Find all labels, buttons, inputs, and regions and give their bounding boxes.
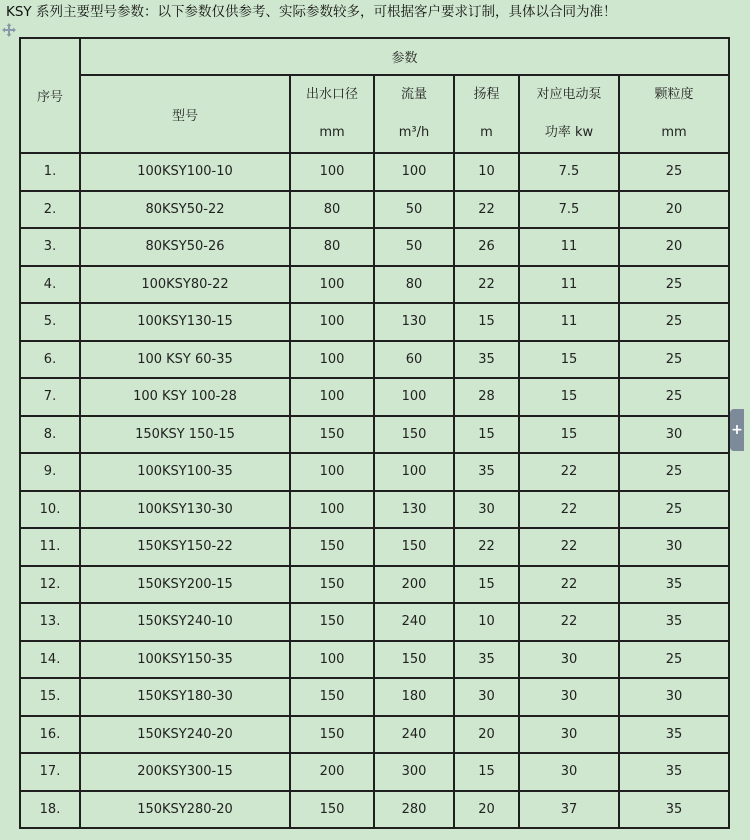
- cell-outlet: 100: [290, 303, 374, 341]
- cell-flow: 150: [374, 528, 454, 566]
- table-move-handle-icon[interactable]: [2, 22, 16, 36]
- cell-particle: 35: [619, 603, 729, 641]
- header-head-label: 扬程: [473, 87, 500, 102]
- table-row: [20, 341, 729, 379]
- cell-power: 30: [519, 753, 619, 791]
- cell-flow: 240: [374, 716, 454, 754]
- table-row: [20, 303, 729, 341]
- table-row: [20, 491, 729, 529]
- cell-particle: 30: [619, 528, 729, 566]
- table-row: [20, 716, 729, 754]
- cell-model: 100 KSY 100-28: [80, 378, 290, 416]
- cell-flow: 80: [374, 266, 454, 304]
- cell-model: 150KSY240-20: [80, 716, 290, 754]
- cell-model: 80KSY50-26: [80, 228, 290, 266]
- cell-outlet: 150: [290, 566, 374, 604]
- cell-outlet: 150: [290, 791, 374, 829]
- cell-power: 22: [519, 528, 619, 566]
- cell-outlet: 100: [290, 453, 374, 491]
- cell-outlet: 150: [290, 416, 374, 454]
- header-particle-unit: mm: [661, 125, 687, 140]
- table-row: [20, 416, 729, 454]
- side-expand-tab[interactable]: [730, 409, 744, 451]
- cell-head: 20: [454, 716, 519, 754]
- header-group-params: 参数: [80, 38, 729, 75]
- plus-icon: +: [731, 422, 743, 438]
- cell-head: 26: [454, 228, 519, 266]
- cell-model: 100KSY100-10: [80, 153, 290, 191]
- cell-seq: 11.: [20, 528, 80, 566]
- cell-model: 150KSY150-22: [80, 528, 290, 566]
- cell-outlet: 150: [290, 528, 374, 566]
- table-row: [20, 153, 729, 191]
- cell-seq: 18.: [20, 791, 80, 829]
- cell-particle: 20: [619, 191, 729, 229]
- cell-outlet: 100: [290, 641, 374, 679]
- cell-flow: 150: [374, 416, 454, 454]
- cell-outlet: 200: [290, 753, 374, 791]
- cell-particle: 25: [619, 153, 729, 191]
- cell-seq: 4.: [20, 266, 80, 304]
- cell-seq: 12.: [20, 566, 80, 604]
- cell-seq: 5.: [20, 303, 80, 341]
- cell-flow: 180: [374, 678, 454, 716]
- cell-power: 11: [519, 266, 619, 304]
- cell-model: 100KSY100-35: [80, 453, 290, 491]
- cell-particle: 20: [619, 228, 729, 266]
- cell-particle: 25: [619, 491, 729, 529]
- header-power: [519, 75, 619, 153]
- header-outlet-unit: mm: [319, 125, 345, 140]
- cell-power: 15: [519, 378, 619, 416]
- table-row: [20, 603, 729, 641]
- cell-particle: 30: [619, 416, 729, 454]
- cell-seq: 6.: [20, 341, 80, 379]
- cell-seq: 16.: [20, 716, 80, 754]
- cell-power: 30: [519, 678, 619, 716]
- cell-flow: 150: [374, 641, 454, 679]
- cell-flow: 130: [374, 303, 454, 341]
- parameter-table: [19, 37, 730, 829]
- cell-model: 80KSY50-22: [80, 191, 290, 229]
- header-flow: [374, 75, 454, 153]
- cell-seq: 8.: [20, 416, 80, 454]
- header-particle: [619, 75, 729, 153]
- cell-flow: 60: [374, 341, 454, 379]
- cell-power: 11: [519, 228, 619, 266]
- cell-particle: 30: [619, 678, 729, 716]
- header-outlet: [290, 75, 374, 153]
- cell-outlet: 100: [290, 153, 374, 191]
- table-row: [20, 791, 729, 829]
- cell-head: 22: [454, 266, 519, 304]
- cell-head: 20: [454, 791, 519, 829]
- cell-head: 15: [454, 303, 519, 341]
- cell-model: 100KSY130-15: [80, 303, 290, 341]
- table-row: [20, 378, 729, 416]
- cell-head: 22: [454, 528, 519, 566]
- cell-outlet: 100: [290, 341, 374, 379]
- cell-power: 30: [519, 641, 619, 679]
- header-particle-label: 颗粒度: [654, 87, 694, 102]
- cell-model: 150KSY 150-15: [80, 416, 290, 454]
- cell-head: 35: [454, 453, 519, 491]
- cell-model: 100 KSY 60-35: [80, 341, 290, 379]
- cell-particle: 25: [619, 266, 729, 304]
- cell-flow: 100: [374, 453, 454, 491]
- header-power-unit: 功率 kw: [544, 125, 594, 140]
- cell-head: 30: [454, 678, 519, 716]
- cell-model: 150KSY200-15: [80, 566, 290, 604]
- table-row: [20, 678, 729, 716]
- page-title: KSY 系列主要型号参数：以下参数仅供参考、实际参数较多，可根据客户要求订制，具体以合同为准！: [6, 4, 617, 20]
- cell-outlet: 80: [290, 228, 374, 266]
- cell-outlet: 150: [290, 603, 374, 641]
- cell-seq: 14.: [20, 641, 80, 679]
- cell-power: 22: [519, 491, 619, 529]
- cell-seq: 2.: [20, 191, 80, 229]
- cell-seq: 9.: [20, 453, 80, 491]
- cell-particle: 25: [619, 453, 729, 491]
- cell-outlet: 100: [290, 266, 374, 304]
- cell-model: 100KSY80-22: [80, 266, 290, 304]
- cell-seq: 1.: [20, 153, 80, 191]
- cell-head: 15: [454, 753, 519, 791]
- cell-flow: 100: [374, 378, 454, 416]
- header-head: [454, 75, 519, 153]
- cell-power: 22: [519, 566, 619, 604]
- cell-particle: 35: [619, 566, 729, 604]
- cell-seq: 7.: [20, 378, 80, 416]
- cell-particle: 25: [619, 378, 729, 416]
- cell-power: 11: [519, 303, 619, 341]
- cell-flow: 200: [374, 566, 454, 604]
- cell-seq: 17.: [20, 753, 80, 791]
- cell-power: 15: [519, 416, 619, 454]
- cell-head: 15: [454, 566, 519, 604]
- header-flow-unit: m³/h: [398, 125, 430, 140]
- cell-outlet: 150: [290, 678, 374, 716]
- table-row: [20, 228, 729, 266]
- cell-particle: 25: [619, 303, 729, 341]
- cell-model: 150KSY240-10: [80, 603, 290, 641]
- cell-seq: 15.: [20, 678, 80, 716]
- cell-model: 100KSY130-30: [80, 491, 290, 529]
- cell-flow: 240: [374, 603, 454, 641]
- cell-head: 35: [454, 341, 519, 379]
- cell-head: 15: [454, 416, 519, 454]
- cell-head: 28: [454, 378, 519, 416]
- cell-head: 22: [454, 191, 519, 229]
- cell-particle: 25: [619, 341, 729, 379]
- table-body: [20, 153, 729, 828]
- cell-flow: 100: [374, 153, 454, 191]
- cell-particle: 25: [619, 641, 729, 679]
- cell-head: 35: [454, 641, 519, 679]
- cell-flow: 50: [374, 228, 454, 266]
- cell-head: 10: [454, 153, 519, 191]
- cell-model: 150KSY280-20: [80, 791, 290, 829]
- cell-flow: 280: [374, 791, 454, 829]
- cell-seq: 10.: [20, 491, 80, 529]
- cell-outlet: 100: [290, 491, 374, 529]
- cell-particle: 35: [619, 753, 729, 791]
- table-row: [20, 528, 729, 566]
- cell-outlet: 80: [290, 191, 374, 229]
- table-row: [20, 453, 729, 491]
- cell-power: 30: [519, 716, 619, 754]
- header-outlet-label: 出水口径: [305, 87, 358, 102]
- cell-flow: 50: [374, 191, 454, 229]
- header-head-unit: m: [480, 125, 493, 140]
- table-row: [20, 266, 729, 304]
- table-row: [20, 566, 729, 604]
- cell-flow: 300: [374, 753, 454, 791]
- cell-model: 100KSY150-35: [80, 641, 290, 679]
- table-row: [20, 753, 729, 791]
- cell-particle: 35: [619, 716, 729, 754]
- header-seq: 序号: [20, 38, 80, 153]
- cell-seq: 13.: [20, 603, 80, 641]
- header-model: 型号: [80, 75, 290, 153]
- cell-flow: 130: [374, 491, 454, 529]
- cell-power: 22: [519, 603, 619, 641]
- cell-seq: 3.: [20, 228, 80, 266]
- cell-outlet: 150: [290, 716, 374, 754]
- cell-power: 15: [519, 341, 619, 379]
- table-row: [20, 191, 729, 229]
- table-row: [20, 641, 729, 679]
- cell-power: 7.5: [519, 191, 619, 229]
- cell-model: 200KSY300-15: [80, 753, 290, 791]
- cell-outlet: 100: [290, 378, 374, 416]
- header-power-label: 对应电动泵: [536, 87, 602, 102]
- cell-model: 150KSY180-30: [80, 678, 290, 716]
- cell-particle: 35: [619, 791, 729, 829]
- cell-power: 22: [519, 453, 619, 491]
- header-flow-label: 流量: [400, 87, 427, 102]
- cell-head: 10: [454, 603, 519, 641]
- cell-power: 37: [519, 791, 619, 829]
- cell-head: 30: [454, 491, 519, 529]
- cell-power: 7.5: [519, 153, 619, 191]
